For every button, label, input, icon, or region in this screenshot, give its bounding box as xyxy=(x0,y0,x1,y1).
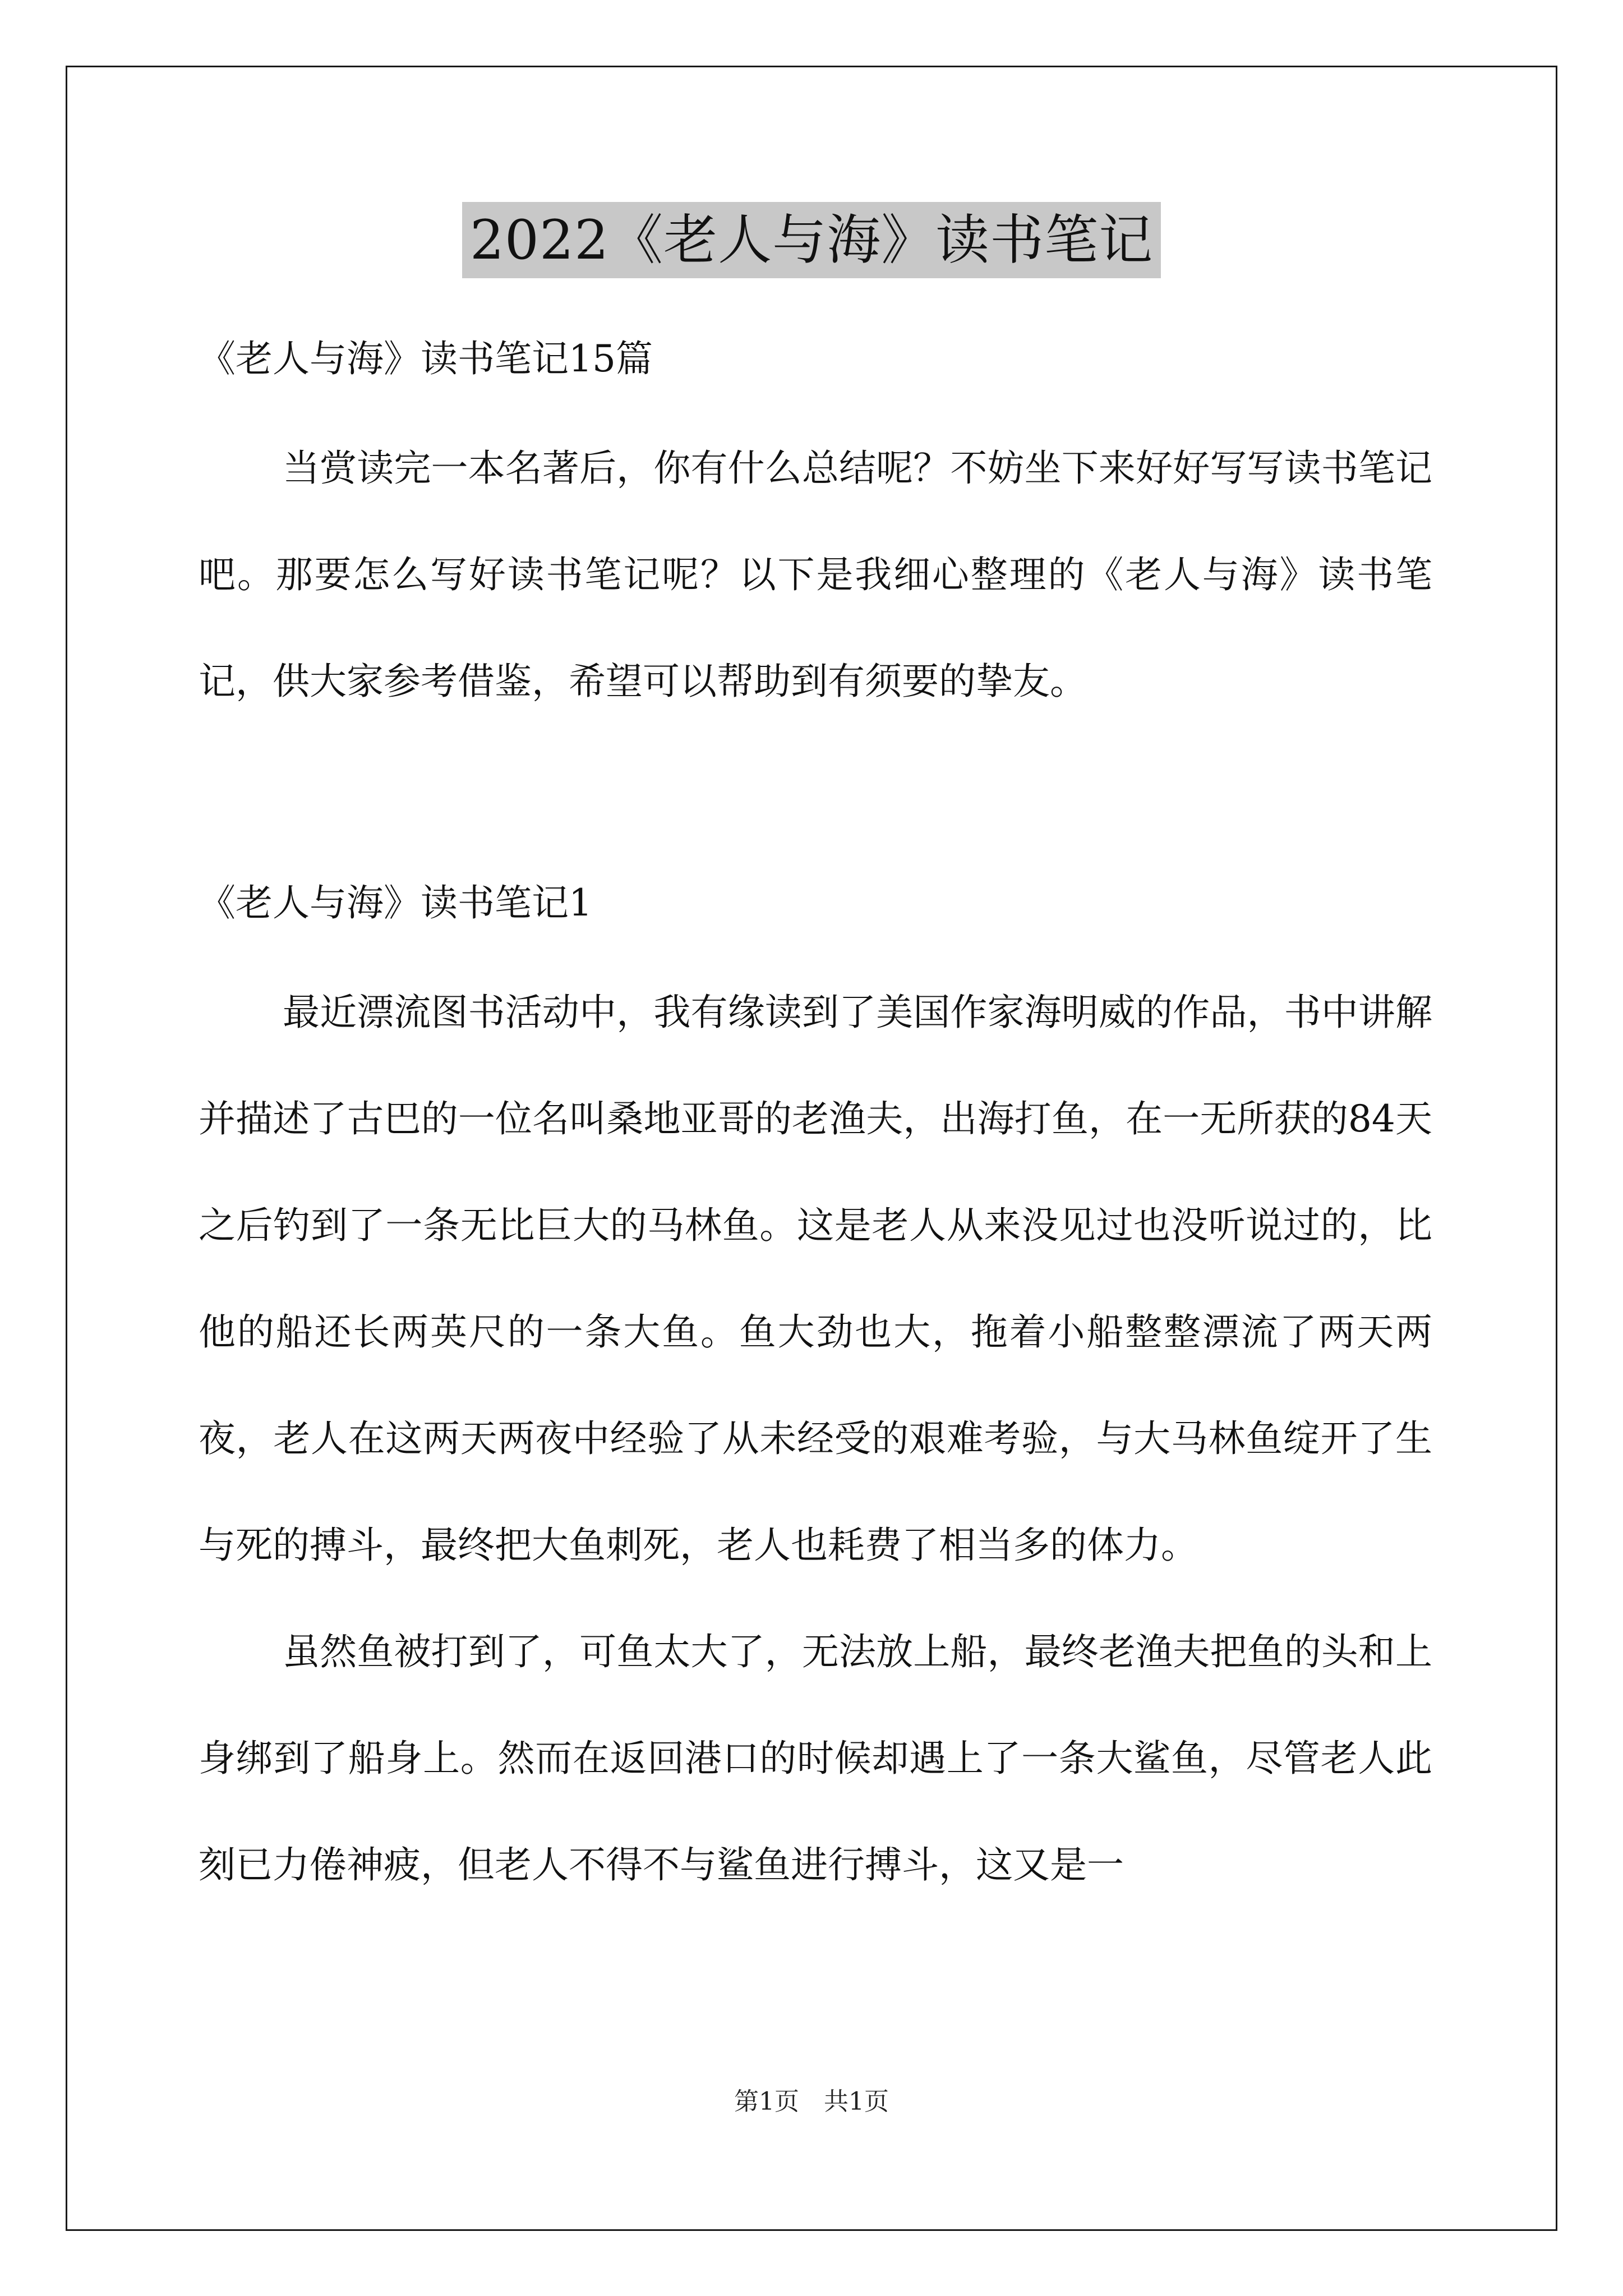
document-subtitle: 《老人与海》读书笔记15篇 xyxy=(199,337,653,380)
document-body xyxy=(199,303,1432,1918)
document-title: 2022《老人与海》读书笔记 xyxy=(462,202,1161,278)
intro-paragraph: 当赏读完一本名著后，你有什么总结呢？不妨坐下来好好写写读书笔记吧。那要怎么写好读书笔记呢？以下是我细心整理的《老人与海》读书笔记，供大家参考借鉴，希望可以帮助到有须要的挚友。 xyxy=(199,447,1432,703)
page-footer: 第1页 共1页 xyxy=(734,2087,889,2116)
body-paragraph: 最近漂流图书活动中，我有缘读到了美国作家海明威的作品，书中讲解并描述了古巴的一位名叫桑地亚哥的老渔夫，出海打鱼，在一无所获的84天之后钓到了一条无比巨大的马林鱼。这是老人从来没见过也没听说过的，比他的船还长两英尺的一条大鱼。鱼大劲也大，拖着小船整整漂流了两天两夜，老人在这两天两夜中经验了从未经受的艰难考验，与大马林鱼绽开了生与死的搏斗，最终把大鱼刺死，老人也耗费了相当多的体力。 xyxy=(199,991,1432,1567)
body-paragraph: 虽然鱼被打到了，可鱼太大了，无法放上船，最终老渔夫把鱼的头和上身绑到了船身上。然而在返回港口的时候却遇上了一条大鲨鱼，尽管老人此刻已力倦神疲，但老人不得不与鲨鱼进行搏斗，这又是一 xyxy=(199,1630,1432,1887)
section-gap xyxy=(199,735,1432,847)
section-heading: 《老人与海》读书笔记1 xyxy=(199,881,592,924)
title-container xyxy=(0,202,1623,278)
